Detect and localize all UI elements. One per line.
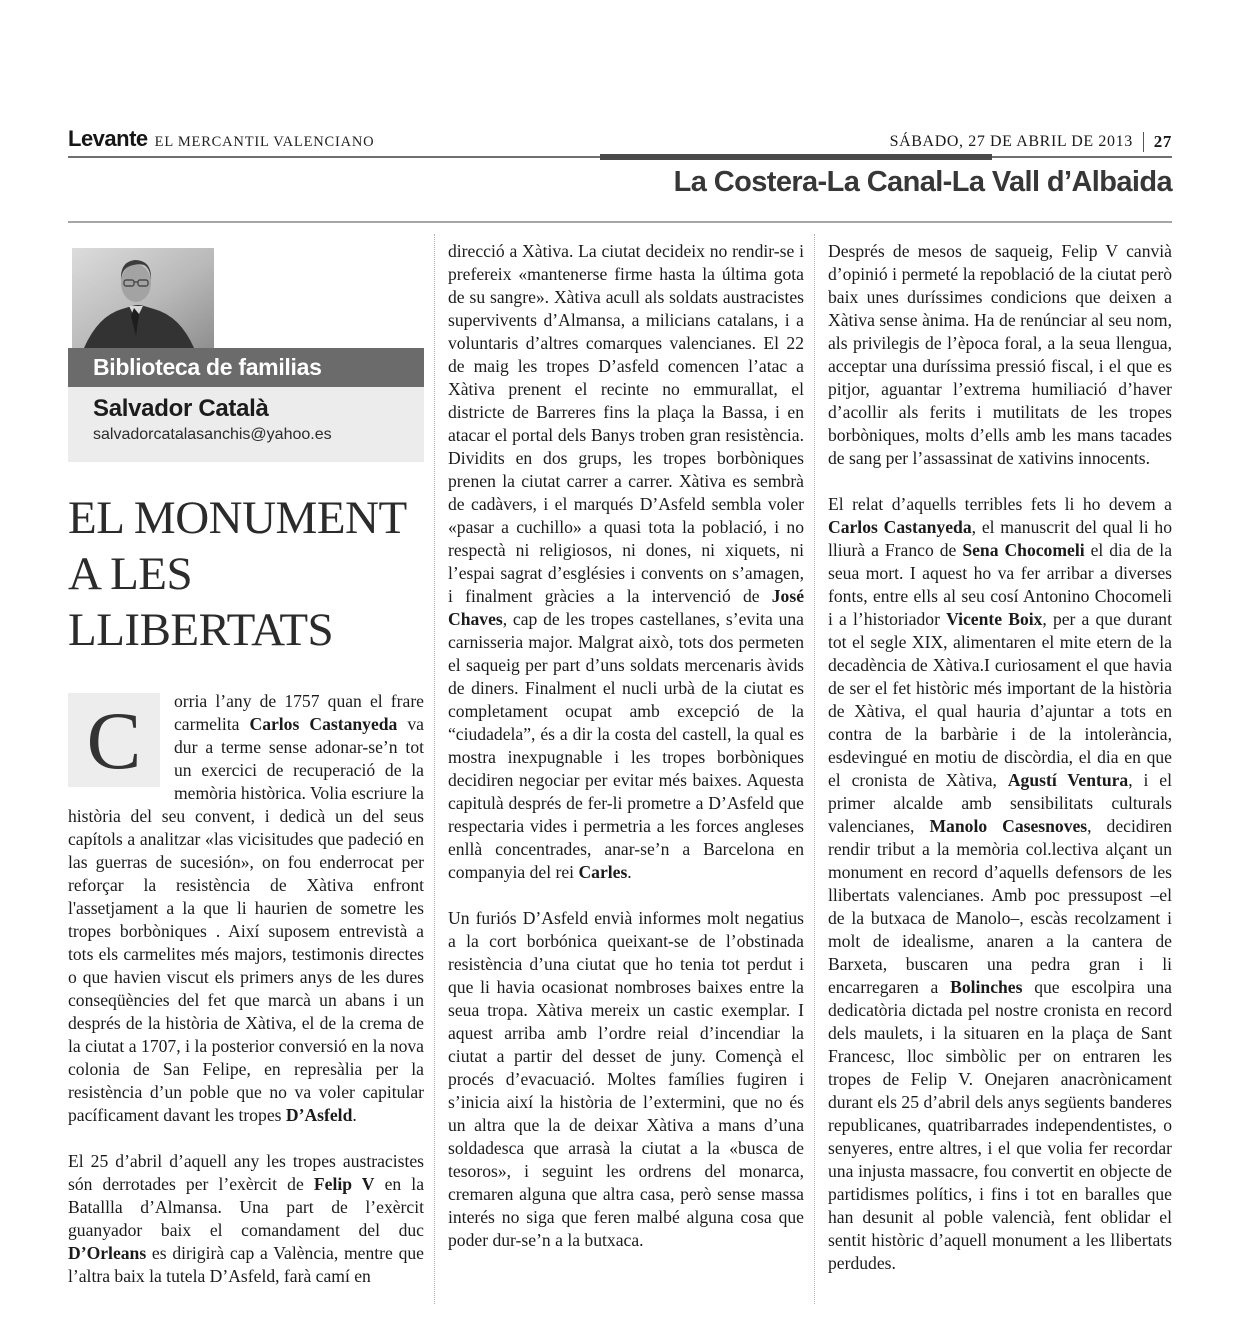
- paragraph: El relat d’aquells terribles fets li ho devem a Carlos Castanyeda, el manuscrit del qual li ho lliurà a Franco de Sena Chocomeli el dia de la seua mort. I aquest ho va fer arribar a diverses fonts, entre ells al seu cosí Antonino Chocomeli i a l’historiador Vicente Boix, per a que durant tot el segle XIX, alimentaren el mite etern de la decadència de Xàtiva.I curiosament el que havia de ser el fet històric més important de la història de Xàtiva, el qual hauria d’ajuntar a tots en contra de la barbàrie i de la intolerància, esdevingué en motiu de discòrdia, el dia en que el cronista de Xàtiva, Agustí Ventura, i el primer alcalde amb sensibilitats culturals valencianes, Manolo Casesnoves, decidiren rendir tribut a la memòria col.lectiva alçant un monument en record d’aquells defensors de les llibertats valencianes. Amb poc pressupost –el de la butxaca de Manolo–, escàs recolzament i molt de idealisme, anaren a la cantera de Barxeta, buscaren una pedra gran i li encarregaren a Bolinches que escolpira una dedicatòria dictada pel nostre cronista en record dels maulets, i la situaren en la plaça de Sant Francesc, lloc simbòlic per on entraren les tropes de Felip V. Onejaren anacrònicament durant els 25 d’abril dels anys següents banderes republicanes, quatribarrades independentistes, o senyeres, entre altres, i el que volia fer recordar una injusta massacre, fou convertit en objecte de partidismes polítics, i fins i tot en baralles que han desunit al poble valencià, fent oblidar el sentit històric d’aquell monument a les llibertats perdudes.: [828, 494, 1173, 1273]
- author-info: [68, 387, 424, 462]
- paragraph: El 25 d’abril d’aquell any les tropes austracistes són derrotades per l’exèrcit de Felip V en la Batallla d’Almansa. Una part de l’exèrcit guanyador baix el comandament del duc D’Orleans es dirigirà cap a València, mentre que l’altra baix la tutela D’Asfeld, farà camí en: [68, 1151, 424, 1286]
- page-number: 27: [1153, 132, 1172, 151]
- column-banner: Biblioteca de familias: [68, 348, 424, 387]
- author-photo: [72, 248, 214, 348]
- issue-date: SÁBADO, 27 DE ABRIL DE 2013: [889, 133, 1133, 150]
- paragraph: Un furiós D’Asfeld envià informes molt negatius a la cort borbónica queixant-se de l’obstinada resistència d’una ciutat que ho tenia tot perdut i que li havia ocasionat nombroses baixes entre la seua tropa. Xàtiva mereix un castic exemplar. I aquest arriba amb l’ordre reial d’incendiar la ciutat a partir del desset de juny. Començà el procés d’evacuació. Moltes famílies fugiren i s’inicia així la història de l’extermini, que no és un altra que la de deixar Xàtiva a mans d’una soldadesca que arrasà la ciutat a la «busca de tesoros», i seguint les ordrens del monarca, cremaren alguna que altra casa, però sense massa interés no siga que feren malbé alguna cosa que poder dur-se’n a la butxaca.: [448, 908, 804, 1250]
- drop-cap: C: [68, 693, 160, 787]
- masthead-brand: [68, 126, 374, 152]
- headline-line-1: EL MONUMENT: [68, 492, 407, 544]
- brand-suffix: EL MERCANTIL VALENCIANO: [154, 134, 375, 150]
- author-card: [68, 248, 424, 462]
- article-body-col1: [68, 690, 424, 1288]
- top-rule: [68, 156, 1172, 158]
- paragraph: direcció a Xàtiva. La ciutat decideix no rendir-se i prefereix «mantenerse firme hasta la última gota de su sangre». Xàtiva acull als soldats austracistes supervivents d’Almansa, a milicians catalans, i a voluntaris d’altres comarques valencianes. El 22 de maig les tropes D’asfeld comencen l’atac a Xàtiva prenent el recinte no emmurallat, el districte de Barreres fins la plaça la Bassa, i en atacar el portal dels Banys troben gran resistència. Dividits en dos grups, les tropes borbòniques prenen la ciutat carrer a carrer. Xàtiva es sembrà de cadàvers, i el marqués D’Asfeld sembla voler «pasar a cuchillo» a quasi tota la població, i no respectà ni religiosos, ni dones, ni xiquets, ni l’espai sagrat d’esglésies i convents on s’amagen, i finalment gràcies a la intervenció de José Chaves, cap de les tropes castellanes, s’evita una carnisseria major. Malgrat això, tots dos permeten el saqueig per part d’uns soldats mercenaris àvids de diners. Finalment el nucli urbà de la ciutat es completament ocupat amb excepció de la “ciudadela”, és a dir la costa del castell, la qual es mostra inexpugnable i les tropes borbòniques decidiren negociar per evitar més baixes. Aquesta capitulà després de fer-li prometre a D’Asfeld que respectaria vides i permetria a les forces angleses enllà concentrades, anar-se’n a Barcelona en companyia del rei Carles.: [448, 241, 804, 882]
- paragraph: Després de mesos de saqueig, Felip V canvià d’opinió i permeté la repoblació de la ciutat però baix unes duríssimes condicions que deixen a Xàtiva sense ànima. Ha de renúnciar al seu nom, als privilegis de l’època foral, a la seua llengua, acceptar una duríssima pressió fiscal, i el que es pitjor, aguantar l’extrema humiliació d’haver d’acollir als ferits i mutilitats de les tropes borbòniques, molts d’ells amb les mans tacades de sang per l’assassinat de xativins innocents.: [828, 241, 1172, 468]
- column-1: [68, 240, 424, 1311]
- dateline: [890, 132, 1172, 152]
- brand-logo: Levante: [68, 126, 148, 151]
- column-separator: [814, 234, 815, 1304]
- paragraph: C orria l’any de 1757 quan el frare carmelita Carlos Castanyeda va dur a terme sense adonar-se’n tot un exercici de recuperació de la memòria històrica. Volia escriure la història del seu convent, i dedicà un del seus capítols a analitzar «las vicisitudes que padeció en las guerras de sucesión», on fou enderrocat per reforçar la resistència de Xàtiva enfront l'assetjament a la que li haurien de sometre les tropes borbòniques . Així suposem entrevistà a tots els carmelites més majors, testimonis directes o que havien viscut els primers anys de les dures conseqüències del fet que marcà un abans i un després de la història de Xàtiva, el de la crema de la ciutat a 1707, i la posterior conversió en la nova colonia de San Felipe, en represàlia per la resistència d’un poble que no va voler capitular pacíficament davant les tropes D’Asfeld.: [68, 691, 424, 1125]
- section-title: La Costera-La Canal-La Vall d’Albaida: [673, 166, 1172, 198]
- column-2: [448, 240, 804, 1275]
- masthead: [68, 126, 1172, 152]
- article-columns: [68, 240, 1172, 1324]
- author-name: Salvador Català: [93, 395, 269, 422]
- headline: [68, 490, 424, 658]
- author-email: salvadorcatalasanchis@yahoo.es: [93, 426, 332, 443]
- column-separator: [434, 234, 435, 1304]
- headline-line-3: LLIBERTATS: [68, 604, 334, 656]
- headline-line-2: A LES: [68, 548, 193, 600]
- column-3: [828, 240, 1172, 1298]
- sub-rule: [68, 221, 1172, 223]
- section-rule-segment: [600, 154, 992, 160]
- dateline-divider: [1143, 132, 1144, 152]
